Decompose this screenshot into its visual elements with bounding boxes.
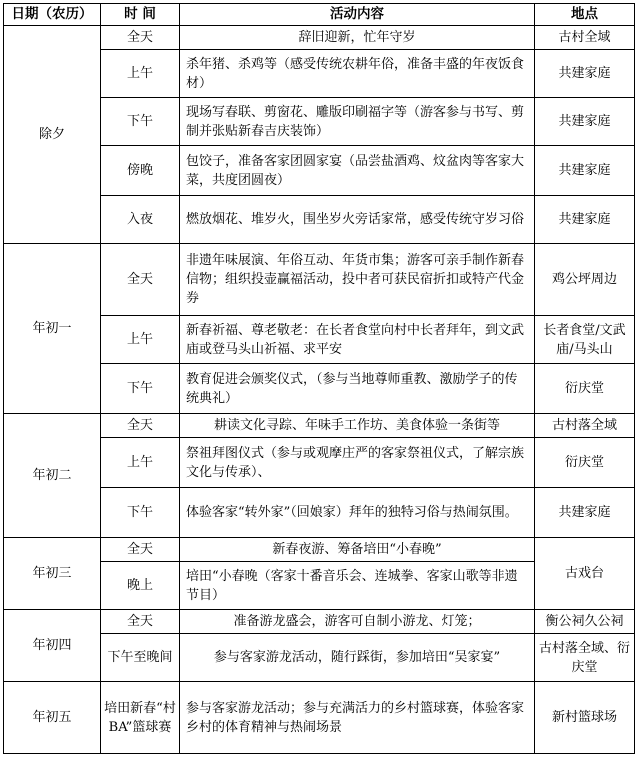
activity-cell: 祭祖拜图仪式（参与或观摩庄严的客家祭祖仪式，了解宗族文化与传承）、 bbox=[180, 438, 535, 488]
place-cell: 共建家庭 bbox=[535, 196, 635, 244]
place-cell: 衡公祠久公祠 bbox=[535, 610, 635, 634]
place-cell: 共建家庭 bbox=[535, 146, 635, 196]
header-activity: 活动内容 bbox=[180, 4, 535, 26]
time-cell: 下午至晚间 bbox=[101, 634, 180, 682]
time-cell: 上午 bbox=[101, 316, 180, 364]
place-cell: 鸡公坪周边 bbox=[535, 244, 635, 316]
activity-cell: 燃放烟花、堆岁火，围坐岁火旁话家常，感受传统守岁习俗 bbox=[180, 196, 535, 244]
place-cell: 共建家庭 bbox=[535, 488, 635, 538]
table-row bbox=[4, 26, 635, 50]
activity-cell: 体验客家“转外家”（回娘家）拜年的独特习俗与热闹氛围。 bbox=[180, 488, 535, 538]
date-cell: 年初四 bbox=[4, 610, 101, 682]
time-cell: 全天 bbox=[101, 610, 180, 634]
place-cell: 共建家庭 bbox=[535, 98, 635, 146]
table-row bbox=[4, 610, 635, 634]
activity-cell: 培田“小春晚（客家十番音乐会、连城拳、客家山歌等非遗节目） bbox=[180, 562, 535, 610]
time-cell: 下午 bbox=[101, 98, 180, 146]
time-cell: 傍晚 bbox=[101, 146, 180, 196]
table-row bbox=[4, 414, 635, 438]
date-cell: 年初二 bbox=[4, 414, 101, 538]
place-cell: 古村落全域 bbox=[535, 414, 635, 438]
schedule-body bbox=[4, 26, 635, 754]
activity-cell: 非遗年味展演、年俗互动、年货市集；游客可亲手制作新春信物；组织投壶赢福活动，投中者可获民宿折扣或特产代金券 bbox=[180, 244, 535, 316]
activity-cell: 参与客家游龙活动；参与充满活力的乡村篮球赛，体验客家乡村的体育精神与热闹场景 bbox=[180, 682, 535, 754]
place-cell: 古村全域 bbox=[535, 26, 635, 50]
time-cell: 下午 bbox=[101, 488, 180, 538]
time-cell: 晚上 bbox=[101, 562, 180, 610]
place-cell: 衍庆堂 bbox=[535, 438, 635, 488]
time-cell: 上午 bbox=[101, 50, 180, 98]
activity-cell: 辞旧迎新，忙年守岁 bbox=[180, 26, 535, 50]
table-row bbox=[4, 682, 635, 754]
header-date: 日期（农历） bbox=[4, 4, 101, 26]
activity-cell: 新春夜游、筹备培田“小春晚” bbox=[180, 538, 535, 562]
activity-cell: 包饺子，准备客家团圆家宴（品尝盐酒鸡、炆盆肉等客家大菜，共度团圆夜） bbox=[180, 146, 535, 196]
activity-cell: 新春祈福、尊老敬老：在长者食堂向村中长者拜年，到文武庙或登马头山祈福、求平安 bbox=[180, 316, 535, 364]
date-cell: 年初一 bbox=[4, 244, 101, 414]
time-cell: 入夜 bbox=[101, 196, 180, 244]
place-cell: 共建家庭 bbox=[535, 50, 635, 98]
header-place: 地点 bbox=[535, 4, 635, 26]
time-cell: 全天 bbox=[101, 26, 180, 50]
time-cell: 全天 bbox=[101, 414, 180, 438]
place-cell: 新村篮球场 bbox=[535, 682, 635, 754]
activity-cell: 准备游龙盛会，游客可自制小游龙、灯笼； bbox=[180, 610, 535, 634]
date-cell: 除夕 bbox=[4, 26, 101, 244]
activity-cell: 教育促进会颁奖仪式，（参与当地尊师重教、激励学子的传统典礼） bbox=[180, 364, 535, 414]
place-cell: 古戏台 bbox=[535, 538, 635, 610]
activity-cell: 耕读文化寻踪、年味手工作坊、美食体验一条街等 bbox=[180, 414, 535, 438]
place-cell: 衍庆堂 bbox=[535, 364, 635, 414]
place-cell: 古村落全域、衍庆堂 bbox=[535, 634, 635, 682]
header-time: 时 间 bbox=[101, 4, 180, 26]
activity-cell: 现场写春联、剪窗花、雕版印刷福字等（游客参与书写、剪制并张贴新春吉庆装饰） bbox=[180, 98, 535, 146]
time-cell: 上午 bbox=[101, 438, 180, 488]
header-row bbox=[4, 4, 635, 26]
activity-cell: 参与客家游龙活动，随行踩街，参加培田“吴家宴” bbox=[180, 634, 535, 682]
time-cell: 全天 bbox=[101, 244, 180, 316]
time-cell: 培田新春“村 BA”篮球赛 bbox=[101, 682, 180, 754]
schedule-table bbox=[3, 3, 635, 754]
date-cell: 年初三 bbox=[4, 538, 101, 610]
table-row bbox=[4, 244, 635, 316]
activity-cell: 杀年猪、杀鸡等（感受传统农耕年俗，准备丰盛的年夜饭食材） bbox=[180, 50, 535, 98]
time-cell: 全天 bbox=[101, 538, 180, 562]
place-cell: 长者食堂/文武庙/马头山 bbox=[535, 316, 635, 364]
table-row bbox=[4, 538, 635, 562]
time-cell: 下午 bbox=[101, 364, 180, 414]
date-cell: 年初五 bbox=[4, 682, 101, 754]
